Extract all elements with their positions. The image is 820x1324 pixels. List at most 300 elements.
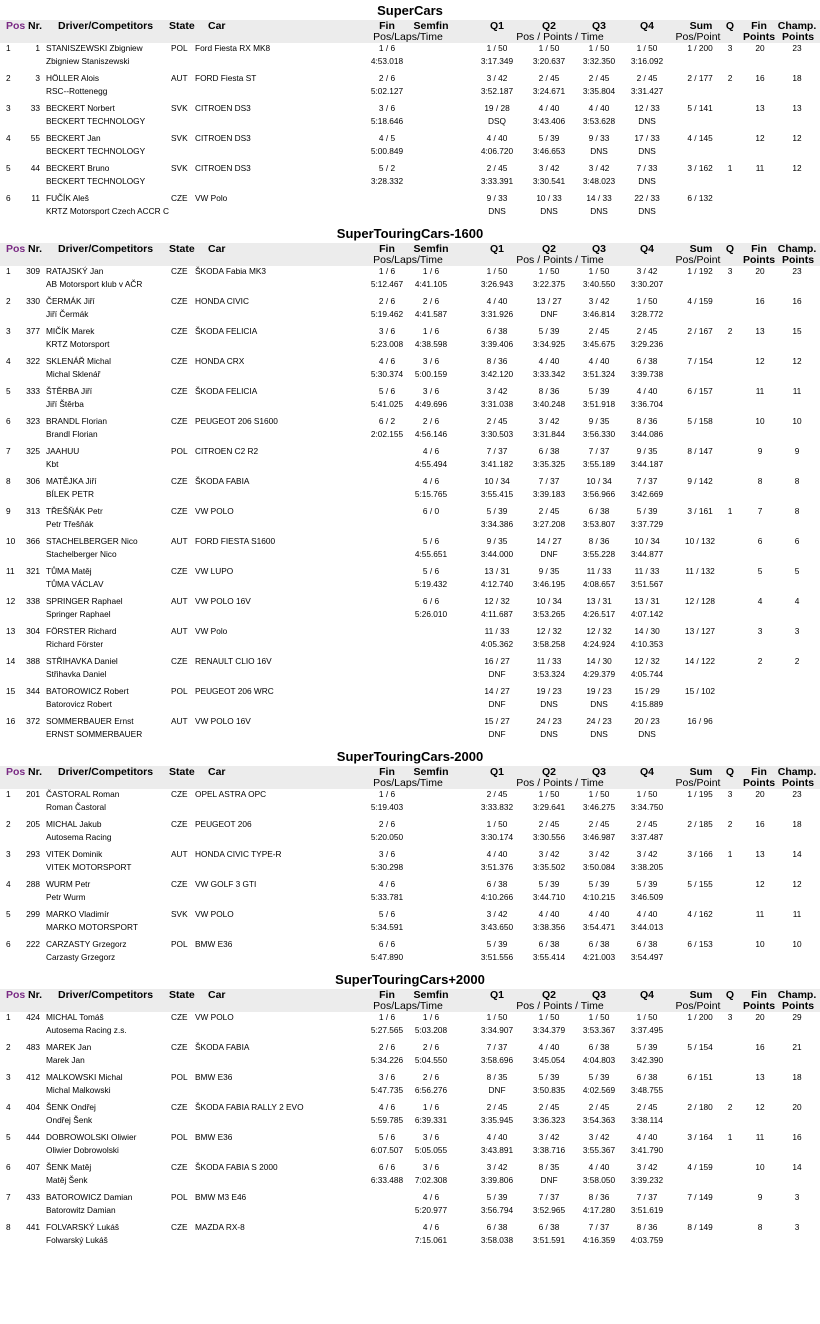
q3-time: 3:55.228 [582, 549, 616, 559]
q1-result: 8 / 36 [486, 356, 508, 366]
q1-time: 3:30.174 [480, 832, 514, 842]
state-cell: SVK [171, 163, 188, 173]
q3-time: 3:46.814 [582, 309, 616, 319]
driver-name: ŠTĚRBA Jiří [46, 386, 93, 396]
header-champ-points-sub: Points [781, 1000, 815, 1012]
header-q: Q [725, 20, 735, 32]
q4-result: 2 / 45 [636, 326, 658, 336]
q3-result: 2 / 45 [588, 1102, 610, 1112]
q1-time: DSQ [488, 116, 506, 126]
q1-time: 3:42.120 [480, 369, 514, 379]
position-cell: 9 [6, 506, 11, 516]
position-cell: 15 [6, 686, 16, 696]
header-q: Q [725, 989, 735, 1001]
header-q1: Q1 [489, 766, 504, 778]
competitor-name: Batorowitz Damian [46, 1205, 116, 1215]
position-cell: 8 [6, 1222, 11, 1232]
final-time: 5:59.785 [370, 1115, 404, 1125]
q1-time: 4:10.266 [480, 892, 514, 902]
q3-result: 3 / 42 [588, 163, 610, 173]
header-champ-points-sub: Points [781, 31, 815, 43]
section-title: SuperTouringCars+2000 [335, 972, 485, 987]
q-points-cell: 2 [727, 1102, 733, 1112]
position-cell: 14 [6, 656, 16, 666]
q4-time: 4:07.142 [630, 609, 664, 619]
car-number-cell: 338 [26, 596, 40, 606]
car-number-cell: 323 [26, 416, 40, 426]
q3-time: 3:32.350 [582, 56, 616, 66]
q2-time: 3:34.379 [532, 1025, 566, 1035]
state-cell: CZE [171, 656, 188, 666]
q1-result: 3 / 42 [486, 909, 508, 919]
position-cell: 2 [6, 296, 11, 306]
table-row [0, 1042, 820, 1072]
car-cell: BMW E36 [195, 939, 233, 949]
header-driver: Driver/Competitors [58, 243, 154, 255]
q1-time: 3:31.038 [480, 399, 514, 409]
header-q2: Q2 [541, 243, 556, 255]
champ-points-cell: 9 [794, 446, 800, 456]
q2-time: 3:58.258 [532, 639, 566, 649]
header-pos-points-time: Pos / Points / Time [516, 254, 604, 266]
competitor-name: Batorovicz Robert [46, 699, 112, 709]
sum-cell: 9 / 142 [687, 476, 713, 486]
q4-result: 4 / 40 [636, 1132, 658, 1142]
q1-result: 8 / 35 [486, 1072, 508, 1082]
car-cell: ŠKODA FELICIA [195, 386, 258, 396]
driver-name: MICHAL Tomáš [46, 1012, 104, 1022]
sum-cell: 1 / 200 [687, 1012, 713, 1022]
q-points-cell: 3 [727, 789, 733, 799]
q1-time: 3:43.650 [480, 922, 514, 932]
q4-time: 3:51.619 [630, 1205, 664, 1215]
fin-points-cell: 11 [755, 909, 765, 919]
position-cell: 4 [6, 879, 11, 889]
q3-result: 12 / 32 [586, 626, 612, 636]
car-number-cell: 333 [26, 386, 40, 396]
car-number-cell: 11 [31, 193, 40, 203]
q2-time: DNF [540, 549, 558, 559]
q1-time: 3:26.943 [480, 279, 514, 289]
q4-result: 20 / 23 [634, 716, 660, 726]
driver-name: MALKOWSKI Michal [46, 1072, 123, 1082]
champ-points-cell: 12 [792, 163, 802, 173]
final-time: 5:18.646 [370, 116, 404, 126]
semifinal-result: 2 / 6 [422, 416, 440, 426]
q-points-cell: 1 [727, 1132, 733, 1142]
q1-time: 3:44.000 [480, 549, 514, 559]
sum-cell: 12 / 128 [685, 596, 715, 606]
car-cell: VW LUPO [195, 566, 234, 576]
state-cell: CZE [171, 1012, 188, 1022]
competitor-name: MARKO MOTORSPORT [46, 922, 138, 932]
q4-time: 3:51.567 [630, 579, 664, 589]
table-row [0, 506, 820, 536]
car-cell: HONDA CRX [195, 356, 245, 366]
q1-result: 14 / 27 [484, 686, 510, 696]
final-time: 5:47.735 [370, 1085, 404, 1095]
q3-time: DNS [590, 206, 608, 216]
q1-result: 15 / 27 [484, 716, 510, 726]
champ-points-cell: 10 [792, 939, 802, 949]
final-time: 3:28.332 [370, 176, 404, 186]
competitor-name: Zbigniew Staniszewski [46, 56, 130, 66]
champ-points-cell: 14 [792, 1162, 802, 1172]
q3-result: 3 / 42 [588, 1132, 610, 1142]
position-cell: 12 [6, 596, 16, 606]
q2-result: 3 / 42 [538, 416, 560, 426]
q4-time: 3:38.205 [630, 862, 664, 872]
header-state: State [169, 989, 195, 1001]
state-cell: CZE [171, 296, 188, 306]
state-cell: AUT [171, 626, 188, 636]
q2-time: DNF [540, 309, 558, 319]
champ-points-cell: 23 [792, 266, 802, 276]
q2-result: 2 / 45 [538, 506, 560, 516]
competitor-name: BÍLEK PETR [46, 489, 94, 499]
q4-time: 3:31.427 [630, 86, 664, 96]
final-result: 3 / 6 [378, 103, 396, 113]
car-cell: BMW E36 [195, 1132, 233, 1142]
q4-time: 3:28.772 [630, 309, 664, 319]
table-row [0, 879, 820, 909]
final-time: 5:33.781 [370, 892, 404, 902]
q2-result: 7 / 37 [538, 1192, 560, 1202]
header-car: Car [208, 766, 226, 778]
header-q2: Q2 [541, 766, 556, 778]
competitor-name: KRTZ Motorsport [46, 339, 110, 349]
champ-points-cell: 18 [792, 819, 802, 829]
header-car: Car [208, 989, 226, 1001]
final-time: 5:41.025 [370, 399, 404, 409]
competitor-name: BECKERT TECHNOLOGY [46, 176, 146, 186]
fin-points-cell: 5 [757, 566, 763, 576]
q2-time: 3:55.414 [532, 952, 566, 962]
header-car: Car [208, 243, 226, 255]
fin-points-cell: 20 [755, 43, 765, 53]
state-cell: POL [171, 686, 188, 696]
q4-time: 3:42.390 [630, 1055, 664, 1065]
q3-result: 6 / 38 [588, 506, 610, 516]
q2-time: 3:53.265 [532, 609, 566, 619]
state-cell: POL [171, 1072, 188, 1082]
q2-result: 6 / 38 [538, 1222, 560, 1232]
semifinal-result: 3 / 6 [422, 356, 440, 366]
fin-points-cell: 20 [755, 1012, 765, 1022]
semifinal-result: 4 / 6 [422, 476, 440, 486]
q2-time: 3:38.716 [532, 1145, 566, 1155]
header-q3: Q3 [591, 766, 606, 778]
header-q4: Q4 [639, 20, 654, 32]
driver-name: STANISZEWSKI Zbigniew [46, 43, 143, 53]
q3-time: 3:56.966 [582, 489, 616, 499]
q4-time: 3:44.086 [630, 429, 664, 439]
car-number-cell: 306 [26, 476, 40, 486]
table-row [0, 326, 820, 356]
table-row [0, 596, 820, 626]
q3-time: 4:21.003 [582, 952, 616, 962]
final-time: 5:30.298 [370, 862, 404, 872]
q1-result: 16 / 27 [484, 656, 510, 666]
competitor-name: TŮMA VÁCLAV [46, 579, 104, 589]
semifinal-result: 1 / 6 [422, 1012, 440, 1022]
q1-result: 4 / 40 [486, 133, 508, 143]
q-points-cell: 2 [727, 326, 733, 336]
q4-result: 5 / 39 [636, 879, 658, 889]
semifinal-result: 4 / 6 [422, 1192, 440, 1202]
champ-points-cell: 20 [792, 1102, 802, 1112]
fin-points-cell: 16 [755, 1042, 765, 1052]
q3-time: 3:45.675 [582, 339, 616, 349]
q-points-cell: 1 [727, 163, 733, 173]
semifinal-result: 2 / 6 [422, 1042, 440, 1052]
q4-time: DNS [638, 116, 656, 126]
q1-time: 3:31.926 [480, 309, 514, 319]
sum-cell: 5 / 141 [687, 103, 713, 113]
semifinal-result: 1 / 6 [422, 266, 440, 276]
results-document [0, 3, 820, 1252]
q1-result: 11 / 33 [484, 626, 510, 636]
header-fin-points-sub: Points [742, 31, 776, 43]
q2-result: 8 / 36 [538, 386, 560, 396]
q1-time: 3:55.415 [480, 489, 514, 499]
q2-time: 3:39.183 [532, 489, 566, 499]
semifinal-time: 7:15.061 [414, 1235, 448, 1245]
q1-time: 4:11.687 [481, 609, 513, 619]
table-header [0, 243, 820, 266]
q2-result: 9 / 35 [538, 566, 560, 576]
state-cell: CZE [171, 1102, 188, 1112]
table-row [0, 73, 820, 103]
table-row [0, 626, 820, 656]
state-cell: CZE [171, 356, 188, 366]
champ-points-cell: 11 [792, 909, 802, 919]
sum-cell: 14 / 122 [685, 656, 715, 666]
driver-name: FOLVARSKÝ Lukáš [46, 1222, 120, 1232]
q4-time: 3:48.755 [630, 1085, 664, 1095]
q4-time: 3:37.487 [630, 832, 664, 842]
q2-result: 5 / 39 [538, 133, 560, 143]
state-cell: AUT [171, 596, 188, 606]
q4-result: 12 / 32 [634, 656, 660, 666]
car-cell: VW GOLF 3 GTI [195, 879, 257, 889]
state-cell: AUT [171, 536, 188, 546]
q3-time: 3:54.471 [582, 922, 616, 932]
q1-time: DNF [488, 1085, 506, 1095]
driver-name: FÖRSTER Richard [46, 626, 117, 636]
car-cell: Ford Fiesta RX MK8 [195, 43, 271, 53]
position-cell: 6 [6, 1162, 11, 1172]
semifinal-time: 4:55.651 [414, 549, 448, 559]
q1-time: 3:34.386 [480, 519, 514, 529]
car-number-cell: 444 [26, 1132, 40, 1142]
q4-result: 15 / 29 [634, 686, 660, 696]
final-result: 4 / 6 [378, 356, 396, 366]
semifinal-time: 5:19.432 [414, 579, 448, 589]
final-time: 5:19.403 [370, 802, 404, 812]
position-cell: 3 [6, 849, 11, 859]
header-pos-point: Pos/Point [675, 1000, 721, 1012]
sum-cell: 3 / 164 [687, 1132, 713, 1142]
q1-result: 5 / 39 [486, 506, 508, 516]
car-cell: VW Polo [195, 626, 228, 636]
semifinal-time: 5:04.550 [414, 1055, 448, 1065]
q3-result: 11 / 33 [586, 566, 612, 576]
champ-points-cell: 23 [792, 789, 802, 799]
q3-time: 3:48.023 [582, 176, 616, 186]
q4-result: 3 / 42 [636, 849, 658, 859]
q2-result: 3 / 42 [538, 1132, 560, 1142]
header-fin-points: Fin [751, 989, 767, 1001]
q3-time: 3:55.367 [582, 1145, 616, 1155]
header-driver: Driver/Competitors [58, 989, 154, 1001]
fin-points-cell: 12 [755, 133, 765, 143]
q2-time: 3:51.591 [532, 1235, 566, 1245]
q1-time: 3:39.806 [480, 1175, 514, 1185]
fin-points-cell: 20 [755, 789, 765, 799]
header-champ: Champ. [777, 766, 817, 778]
final-time: 5:30.374 [370, 369, 404, 379]
header-driver: Driver/Competitors [58, 20, 154, 32]
q4-time: 3:44.013 [630, 922, 664, 932]
header-fin-points: Fin [751, 20, 767, 32]
q3-time: DNS [590, 699, 608, 709]
final-result: 5 / 2 [378, 163, 396, 173]
final-time: 6:07.507 [370, 1145, 404, 1155]
position-cell: 11 [6, 566, 15, 576]
competitor-name: Střihavka Daniel [46, 669, 107, 679]
q4-result: 6 / 38 [636, 1072, 658, 1082]
semifinal-result: 4 / 6 [422, 1222, 440, 1232]
q3-time: 4:24.924 [582, 639, 616, 649]
q1-time: 4:12.740 [480, 579, 514, 589]
table-row [0, 163, 820, 193]
table-row [0, 1132, 820, 1162]
q2-time: DNS [540, 729, 558, 739]
q1-result: 19 / 28 [484, 103, 510, 113]
q1-time: 3:52.187 [480, 86, 514, 96]
driver-name: FUČÍK Aleš [46, 193, 89, 203]
q1-result: 7 / 37 [486, 446, 508, 456]
q3-time: 3:53.628 [582, 116, 616, 126]
q2-time: 3:46.653 [532, 146, 566, 156]
fin-points-cell: 8 [757, 1222, 763, 1232]
car-cell: VW POLO [195, 506, 234, 516]
q2-time: 3:27.208 [532, 519, 566, 529]
car-cell: BMW E36 [195, 1072, 233, 1082]
position-cell: 4 [6, 356, 11, 366]
q4-result: 22 / 33 [634, 193, 660, 203]
competitor-name: Stachelberger Nico [46, 549, 117, 559]
car-number-cell: 325 [26, 446, 40, 456]
table-row [0, 909, 820, 939]
table-row [0, 686, 820, 716]
table-row [0, 193, 820, 223]
q2-result: 1 / 50 [538, 266, 560, 276]
semifinal-time: 4:56.146 [414, 429, 448, 439]
q4-result: 13 / 31 [634, 596, 660, 606]
header-champ: Champ. [777, 989, 817, 1001]
header-semfin: Semfin [413, 766, 449, 778]
driver-name: ČASTORAL Roman [46, 789, 120, 799]
fin-points-cell: 7 [757, 506, 763, 516]
competitor-name: KRTZ Motorsport Czech ACCR C [46, 206, 169, 216]
sum-cell: 16 / 96 [687, 716, 713, 726]
q4-result: 3 / 42 [636, 266, 658, 276]
champ-points-cell: 12 [792, 133, 802, 143]
q3-time: 4:04.803 [582, 1055, 616, 1065]
driver-name: RATAJSKÝ Jan [46, 266, 104, 276]
q4-time: DNS [638, 729, 656, 739]
fin-points-cell: 6 [757, 536, 763, 546]
q4-time: 3:38.114 [631, 1115, 663, 1125]
sum-cell: 3 / 166 [687, 849, 713, 859]
champ-points-cell: 8 [794, 506, 800, 516]
final-result: 2 / 6 [378, 73, 396, 83]
position-cell: 3 [6, 103, 11, 113]
champ-points-cell: 18 [792, 1072, 802, 1082]
car-cell: BMW M3 E46 [195, 1192, 247, 1202]
q2-time: 3:34.925 [532, 339, 566, 349]
driver-name: JAAHUU [46, 446, 80, 456]
q1-result: 12 / 32 [484, 596, 510, 606]
competitor-name: Michal Sklenář [46, 369, 101, 379]
final-result: 5 / 6 [378, 1132, 396, 1142]
section-title: SuperTouringCars-2000 [336, 749, 484, 764]
driver-name: WURM Petr [46, 879, 91, 889]
final-result: 1 / 6 [378, 789, 396, 799]
competitor-name: Springer Raphael [46, 609, 111, 619]
q4-result: 12 / 33 [634, 103, 660, 113]
table-row [0, 1102, 820, 1132]
final-time: 5:23.008 [370, 339, 404, 349]
q2-time: DNF [540, 1175, 558, 1185]
car-number-cell: 321 [26, 566, 40, 576]
sum-cell: 1 / 192 [687, 266, 713, 276]
table-row [0, 566, 820, 596]
fin-points-cell: 8 [757, 476, 763, 486]
q2-result: 8 / 35 [538, 1162, 560, 1172]
car-number-cell: 372 [26, 716, 40, 726]
q3-time: 4:16.359 [582, 1235, 616, 1245]
q2-result: 7 / 37 [538, 476, 560, 486]
q1-result: 2 / 45 [486, 416, 508, 426]
final-result: 3 / 6 [378, 849, 396, 859]
driver-name: TŘEŠŇÁK Petr [46, 506, 103, 516]
sum-cell: 4 / 162 [687, 909, 713, 919]
driver-name: TŮMA Matěj [46, 566, 92, 576]
q2-time: 3:20.637 [532, 56, 566, 66]
header-champ-points-sub: Points [781, 254, 815, 266]
state-cell: SVK [171, 103, 188, 113]
champ-points-cell: 4 [794, 596, 800, 606]
q4-result: 1 / 50 [636, 789, 658, 799]
position-cell: 4 [6, 1102, 11, 1112]
q4-result: 4 / 40 [636, 386, 658, 396]
state-cell: CZE [171, 266, 188, 276]
car-cell: VW POLO 16V [195, 716, 251, 726]
sum-cell: 8 / 147 [687, 446, 713, 456]
q2-result: 2 / 45 [538, 819, 560, 829]
table-row [0, 266, 820, 296]
results-section [0, 972, 820, 1252]
sum-cell: 13 / 127 [685, 626, 715, 636]
q2-result: 2 / 45 [538, 1102, 560, 1112]
position-cell: 6 [6, 416, 11, 426]
champ-points-cell: 29 [792, 1012, 802, 1022]
champ-points-cell: 18 [792, 73, 802, 83]
q2-time: 3:35.325 [532, 459, 566, 469]
